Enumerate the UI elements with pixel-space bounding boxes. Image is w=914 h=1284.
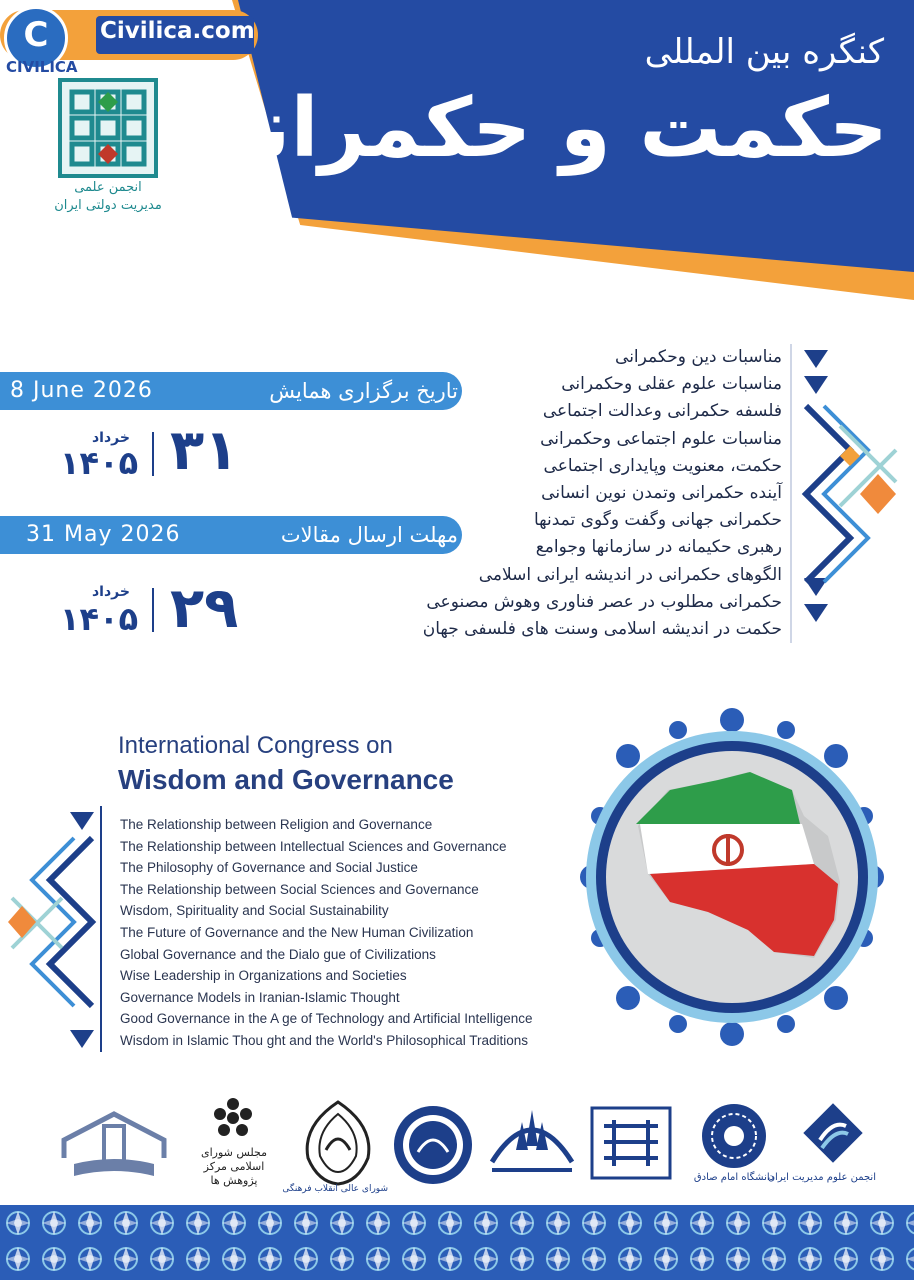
list-item: مناسبات علوم اجتماعی وحکمرانی	[540, 428, 782, 449]
sponsor-caption: شورای عالی انقلاب فرهنگی	[282, 1184, 388, 1194]
list-item: آینده حکمرانی وتمدن نوین انسانی	[541, 483, 782, 504]
society-name-line2: مدیریت دولتی ایران	[54, 198, 162, 213]
mosque-book-logo-icon	[54, 1106, 174, 1186]
deadline-year: ۱۴۰۵	[60, 600, 139, 638]
list-item: The Relationship between Religion and Governance	[120, 817, 433, 832]
english-topics-rule	[100, 806, 102, 1052]
header-subtitle: کنگره بین المللی	[644, 32, 884, 72]
deadline-date-divider	[152, 588, 154, 632]
deadline-en: 31 May 2026	[26, 522, 181, 547]
society-logo-icon	[58, 78, 158, 178]
list-item: The Philosophy of Governance and Social Justice	[120, 860, 418, 876]
list-item: Wise Leadership in Organizations and Societies	[120, 968, 407, 984]
deadline-day: ۲۹	[170, 576, 239, 641]
event-date-divider	[152, 432, 154, 476]
list-item: مناسبات دین وحکمرانی	[615, 347, 782, 367]
event-date-label-fa: تاریخ برگزاری همایش	[269, 379, 458, 403]
list-item: The Relationship between Intellectual Sciences and Governance	[120, 838, 507, 854]
footer-pattern	[0, 1205, 914, 1280]
shahid-beheshti-university-logo-icon	[590, 1106, 672, 1180]
list-item: Wisdom, Spirituality and Social Sustainability	[120, 903, 389, 919]
event-month: خرداد	[92, 430, 130, 446]
topics-en-list	[120, 814, 533, 1052]
topics-fa-list	[322, 344, 792, 643]
list-item: الگوهای حکمرانی در اندیشه ایرانی اسلامی	[478, 564, 782, 585]
english-title-line2: Wisdom and Governance	[118, 764, 454, 795]
list-item: حکمت در اندیشه اسلامی وسنت های فلسفی جهان	[422, 619, 782, 640]
list-item: حکمت، معنویت وپایداری اجتماعی	[543, 455, 782, 476]
civilica-caption: CIVILICA	[6, 58, 78, 76]
imam-sadiq-university-logo-icon	[700, 1102, 768, 1170]
university-of-tehran-logo-icon	[392, 1104, 474, 1186]
civilica-logo-letter: C	[23, 15, 49, 55]
cultural-revolution-council-logo-icon	[298, 1098, 378, 1188]
tarbiat-modares-university-logo-icon	[488, 1102, 576, 1180]
tribal-pattern-left-icon	[6, 808, 98, 1056]
english-title-line1: International Congress on	[118, 732, 393, 759]
civilica-site-link[interactable]: Civilica.com	[100, 18, 255, 44]
list-item: فلسفه حکمرانی وعدالت اجتماعی	[542, 401, 782, 422]
list-item: Governance Models in Iranian-Islamic Thought	[120, 989, 400, 1005]
list-item: The Future of Governance and the New Human Civilization	[120, 924, 474, 940]
event-day: ۳۱	[170, 418, 239, 483]
tribal-pattern-right-icon	[800, 346, 900, 638]
society-name-line1: انجمن علمی	[74, 180, 142, 195]
list-item: مناسبات علوم عقلی وحکمرانی	[561, 374, 782, 395]
majlis-research-center-logo-icon	[210, 1096, 256, 1142]
sponsor-caption: مجلس شورای اسلامی مرکز پژوهش ها	[200, 1146, 268, 1187]
iran-flag-map-icon	[578, 706, 886, 1048]
header-title: حکمت و حکمرانی	[176, 81, 888, 176]
sponsor-caption: انجمن علوم مدیریت ایران	[767, 1172, 876, 1183]
deadline-label-fa: مهلت ارسال مقالات	[280, 523, 458, 547]
event-year: ۱۴۰۵	[60, 444, 139, 482]
list-item: Global Governance and the Dialo gue of Civilizations	[120, 946, 436, 962]
list-item: حکمرانی جهانی وگفت وگوی تمدنها	[534, 510, 782, 531]
deadline-month: خرداد	[92, 584, 130, 600]
sponsor-caption: دانشگاه امام صادق	[693, 1172, 775, 1183]
list-item: The Relationship between Social Sciences and Governance	[120, 881, 479, 897]
list-item: Good Governance in the A ge of Technology and Artificial Intelligence	[120, 1011, 533, 1027]
event-date-en: 8 June 2026	[10, 378, 153, 403]
iran-management-association-logo-icon	[800, 1102, 866, 1168]
list-item: Wisdom in Islamic Thou ght and the World's Philosophical Traditions	[120, 1032, 529, 1048]
tile-pattern-icon	[0, 1205, 914, 1280]
list-item: رهبری حکیمانه در سازمانها وجوامع	[535, 537, 782, 558]
list-item: حکمرانی مطلوب در عصر فناوری وهوش مصنوعی	[426, 591, 782, 612]
